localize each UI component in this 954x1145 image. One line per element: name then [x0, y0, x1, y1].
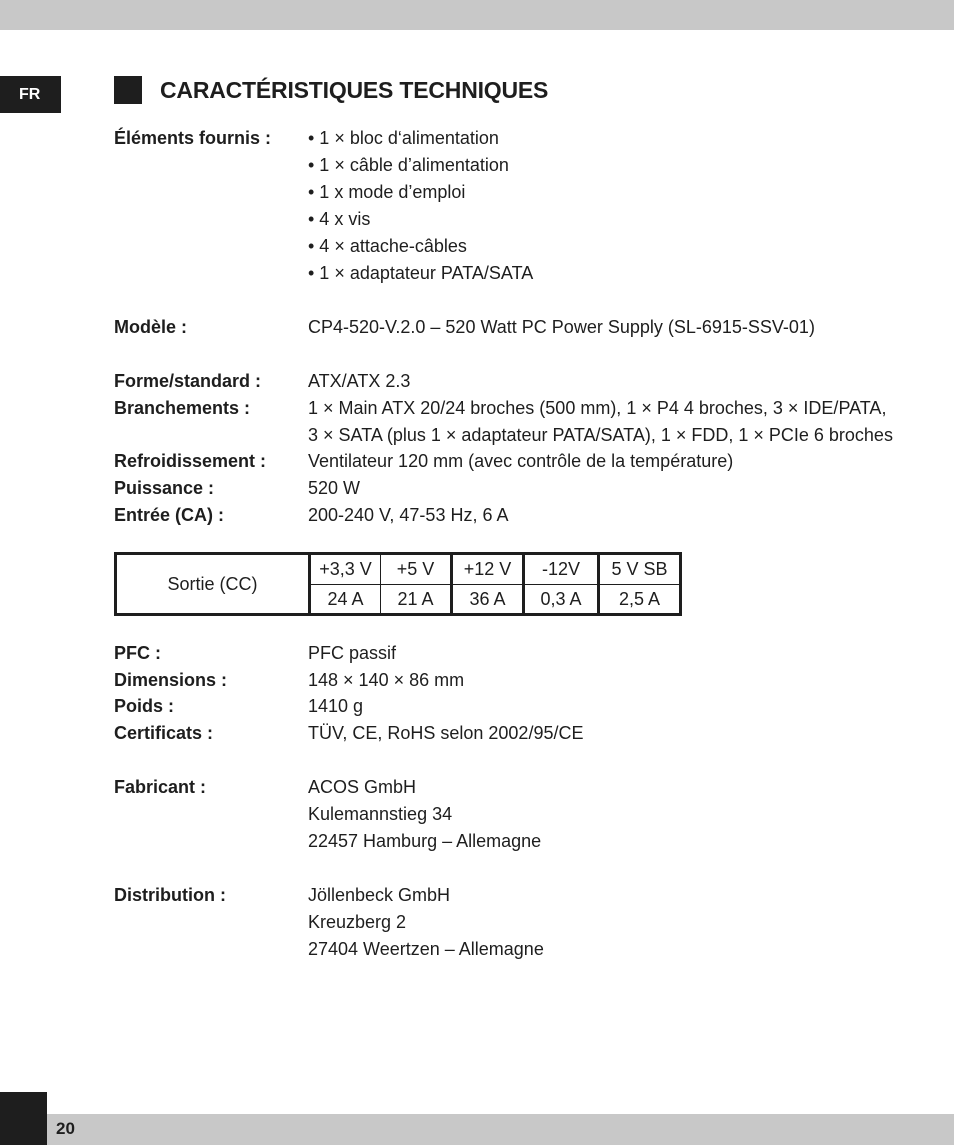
spec-value: PFC passif	[308, 643, 397, 663]
list-item: • 1 x mode d’emploi	[308, 182, 466, 202]
address-line: Kreuzberg 2	[308, 912, 407, 932]
language-tab: FR	[0, 76, 61, 113]
spec-label: Éléments fournis :	[114, 128, 272, 148]
spec-label: Entrée (CA) :	[114, 505, 225, 525]
spec-label: Fabricant :	[114, 777, 207, 797]
voltage-cell: +3,3 V	[310, 554, 381, 585]
top-bar	[0, 0, 954, 30]
current-cell: 2,5 A	[599, 585, 681, 615]
voltage-cell: -12V	[524, 554, 599, 585]
voltage-cell: +12 V	[452, 554, 524, 585]
spec-value: 1 × Main ATX 20/24 broches (500 mm), 1 × P4 4 broches, 3 × IDE/PATA,	[308, 398, 887, 418]
current-cell: 24 A	[310, 585, 381, 615]
address-line: Jöllenbeck GmbH	[308, 885, 451, 905]
spec-value: 148 × 140 × 86 mm	[308, 670, 465, 690]
current-cell: 0,3 A	[524, 585, 599, 615]
spec-value: TÜV, CE, RoHS selon 2002/95/CE	[308, 723, 584, 743]
spec-label: Poids :	[114, 696, 175, 716]
current-cell: 36 A	[452, 585, 524, 615]
spec-value: 520 W	[308, 478, 361, 498]
current-cell: 21 A	[381, 585, 452, 615]
list-item: • 1 × adaptateur PATA/SATA	[308, 263, 534, 283]
spec-label: Certificats :	[114, 723, 214, 743]
spec-label: Refroidissement :	[114, 451, 267, 471]
spec-value: ATX/ATX 2.3	[308, 371, 411, 391]
address-line: 27404 Weertzen – Allemagne	[308, 939, 544, 959]
page-number: 20	[56, 1119, 75, 1138]
footer-bar	[47, 1114, 954, 1145]
list-item: • 4 × attache-câbles	[308, 236, 467, 256]
spec-label: Branchements :	[114, 398, 251, 418]
footer-block	[0, 1092, 47, 1145]
spec-value: 1410 g	[308, 696, 364, 716]
spec-value: CP4-520-V.2.0 – 520 Watt PC Power Supply (SL-6915-SSV-01)	[308, 317, 815, 337]
address-line: ACOS GmbH	[308, 777, 417, 797]
output-row-label: Sortie (CC)	[116, 554, 310, 615]
spec-label: Modèle :	[114, 317, 188, 337]
voltage-cell: 5 V SB	[599, 554, 681, 585]
spec-label: PFC :	[114, 643, 161, 663]
spec-label: Puissance :	[114, 478, 215, 498]
heading-marker	[114, 76, 142, 104]
spec-label: Distribution :	[114, 885, 226, 905]
spec-value: Ventilateur 120 mm (avec contrôle de la température)	[308, 451, 734, 471]
address-line: Kulemannstieg 34	[308, 804, 453, 824]
spec-label: Dimensions :	[114, 670, 228, 690]
list-item: • 1 × câble d’alimentation	[308, 155, 509, 175]
spec-value: 200-240 V, 47-53 Hz, 6 A	[308, 505, 509, 525]
page-title: CARACTÉRISTIQUES TECHNIQUES	[160, 77, 549, 103]
table-row	[116, 554, 681, 585]
list-item: • 1 × bloc d‘alimentation	[308, 128, 499, 148]
address-line: 22457 Hamburg – Allemagne	[308, 831, 542, 851]
spec-value: 3 × SATA (plus 1 × adaptateur PATA/SATA), 1 × FDD, 1 × PCIe 6 broches	[308, 425, 893, 445]
output-table	[114, 552, 682, 616]
spec-label: Forme/standard :	[114, 371, 262, 391]
voltage-cell: +5 V	[381, 554, 452, 585]
list-item: • 4 x vis	[308, 209, 371, 229]
